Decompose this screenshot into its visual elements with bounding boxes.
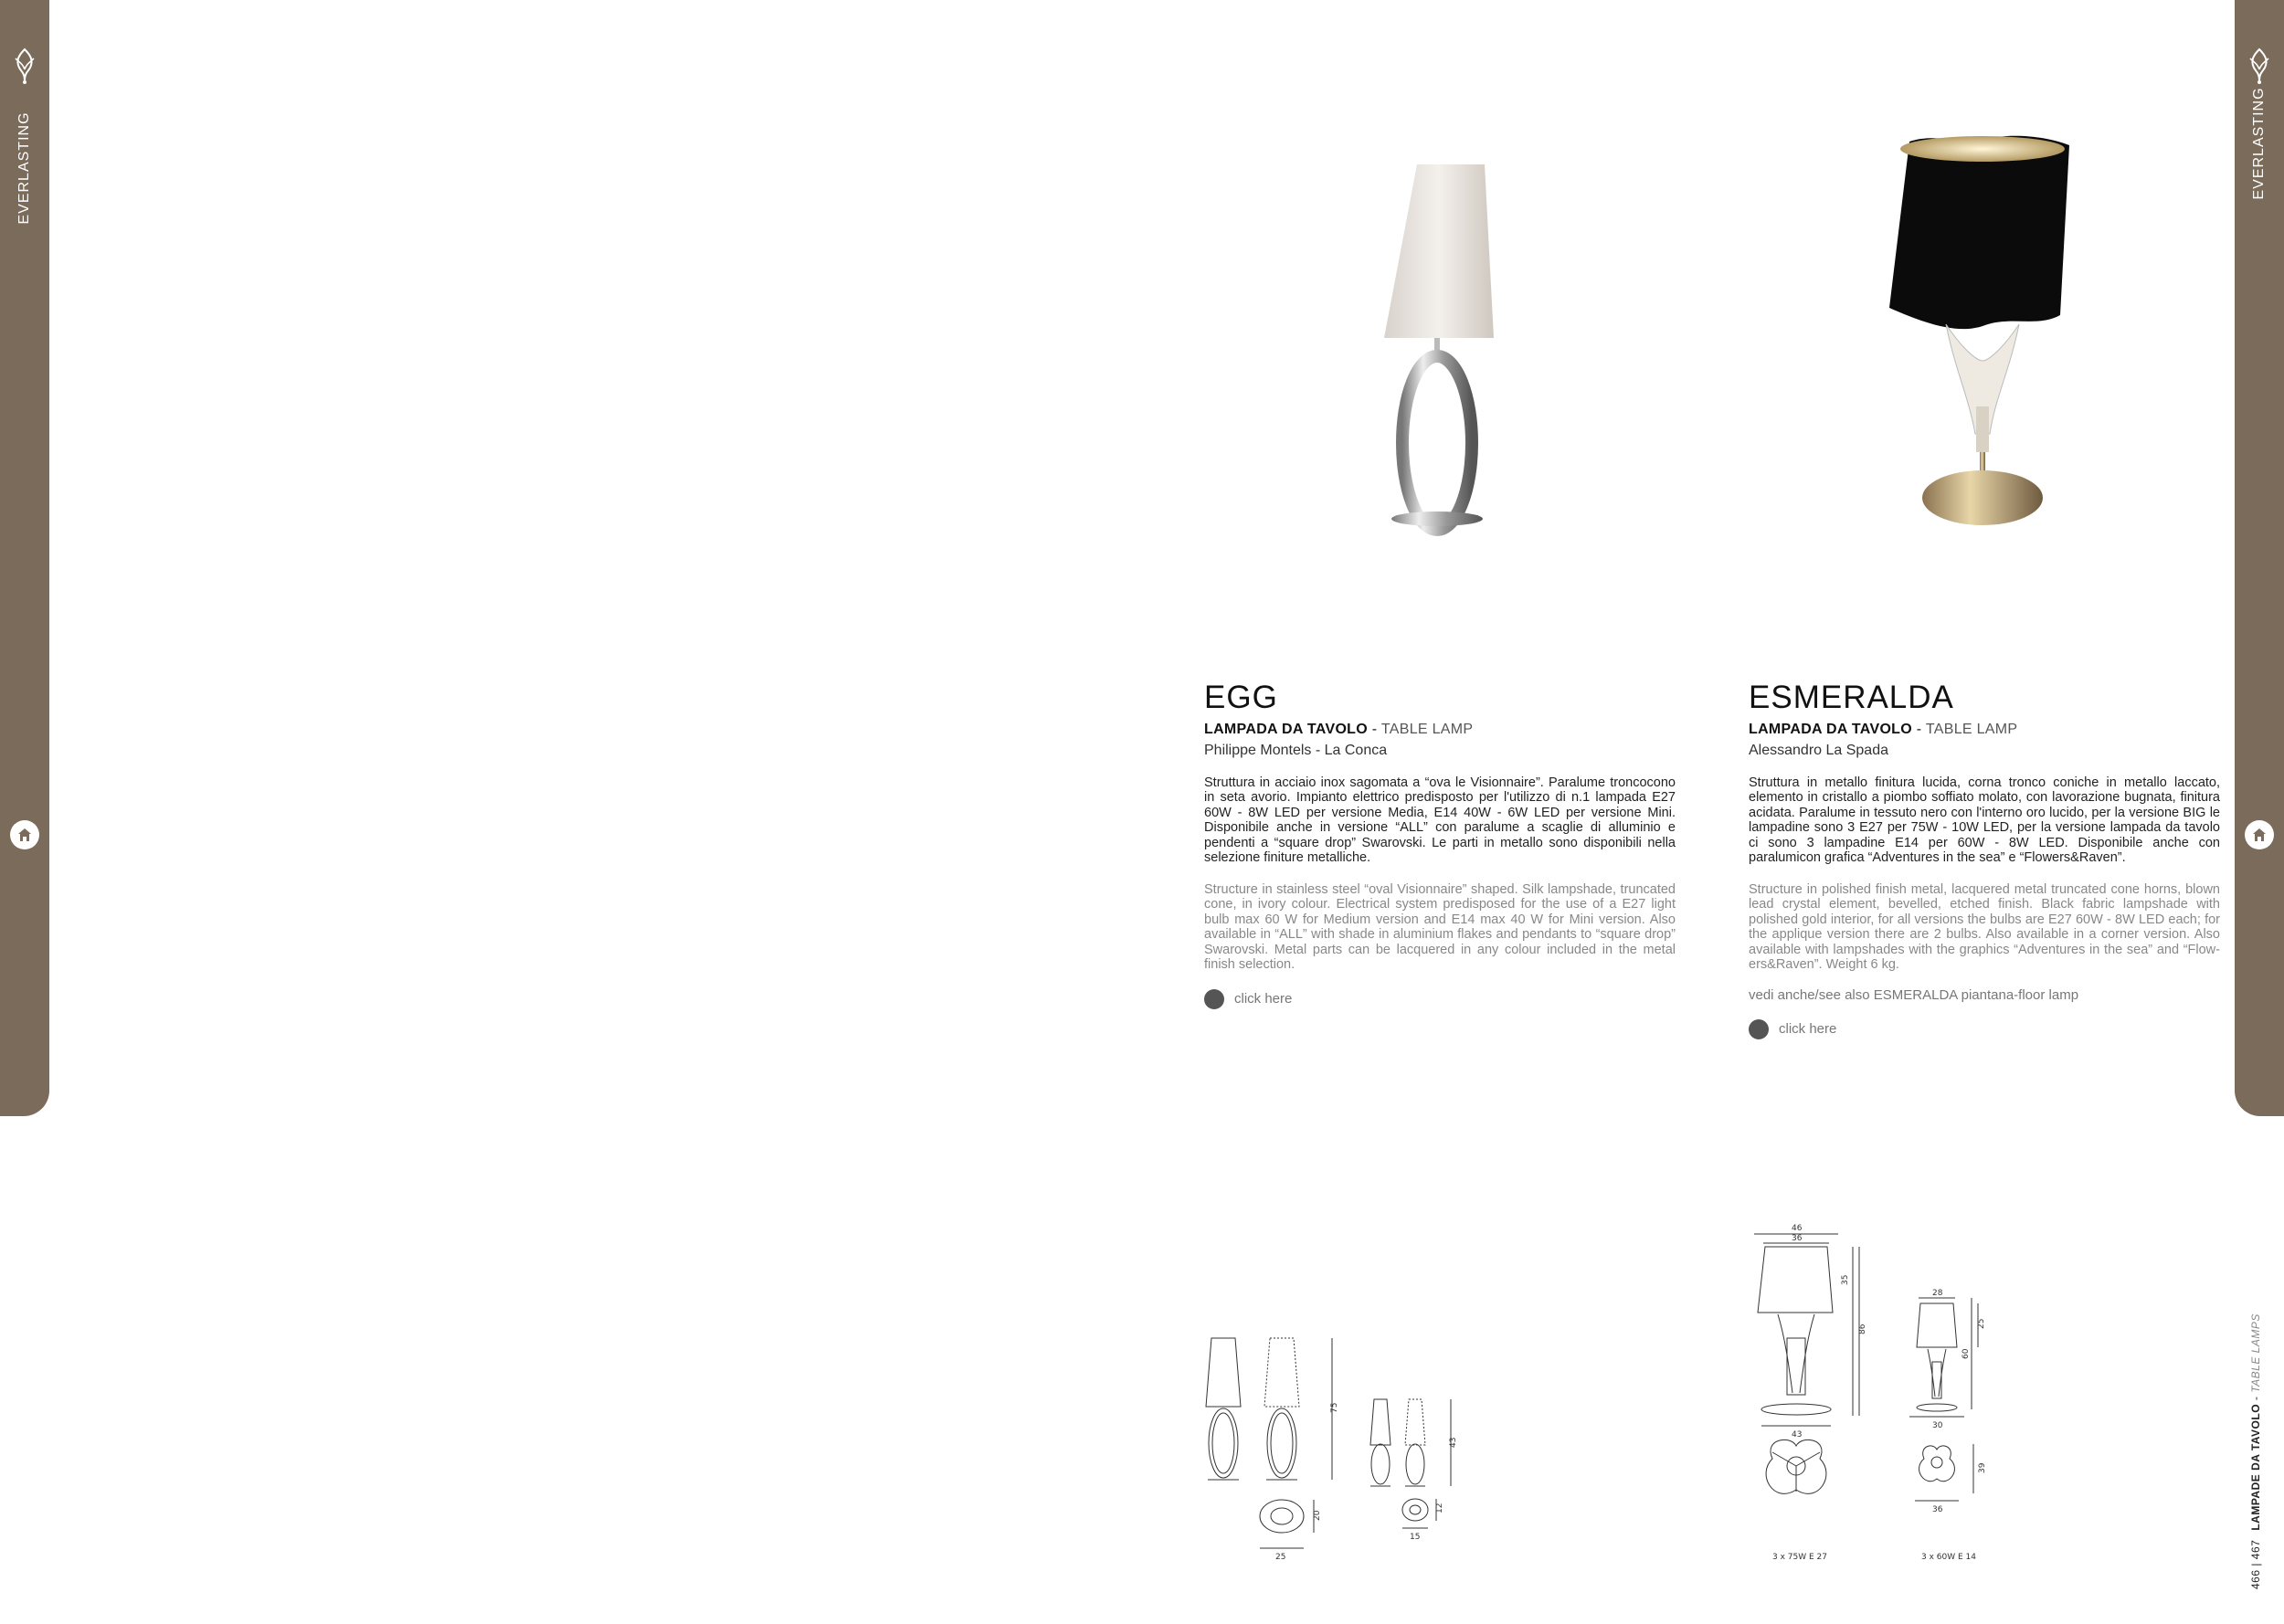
product-egg bbox=[1204, 680, 1676, 1009]
dim-label: 43 bbox=[1792, 1430, 1803, 1439]
click-here-link[interactable] bbox=[1749, 1019, 2220, 1039]
click-here-link[interactable] bbox=[1204, 989, 1676, 1009]
product-subtitle bbox=[1749, 722, 2220, 738]
dim-label: 46 bbox=[1792, 1224, 1803, 1233]
dim-label: 28 bbox=[1932, 1289, 1943, 1298]
dim-label: 25 bbox=[1977, 1318, 1986, 1329]
esmeralda-lamp-photo bbox=[1882, 132, 2083, 543]
dim-label: 12 bbox=[1435, 1503, 1444, 1513]
brand-crest-icon bbox=[2245, 46, 2274, 86]
see-also-link[interactable]: vedi anche/see also ESMERALDA piantana-floor lamp bbox=[1749, 986, 2079, 1003]
bullet-icon bbox=[1204, 989, 1224, 1009]
section-separator: - bbox=[2249, 1392, 2262, 1404]
subtitle-separator: - bbox=[1368, 721, 1381, 737]
home-icon bbox=[2251, 827, 2268, 843]
description-english: Structure in stainless steel “oval Visionnaire” shaped. Silk lampshade, truncated cone, in ivory colour. Electrical system predisposed for the use of a E27 light bulb max 60 W for Medium version and E14 max 40 W for Mini version. Also available in “ALL” with shade in aluminium flakes and pendants to “square drop” Swarovski. Metal parts can be lacquered in any colour included in the metal finish selection. bbox=[1204, 881, 1676, 972]
subtitle-en: TABLE LAMP bbox=[1925, 721, 2018, 737]
collection-label: EVERLASTING bbox=[16, 111, 32, 225]
right-side-tab bbox=[2235, 0, 2284, 1116]
dim-label: 20 bbox=[1313, 1510, 1322, 1521]
esmeralda-technical-drawings bbox=[1745, 1219, 2010, 1566]
dim-label: 15 bbox=[1410, 1533, 1421, 1542]
dim-label: 36 bbox=[1932, 1505, 1943, 1514]
dim-label: 30 bbox=[1932, 1421, 1943, 1430]
dim-label: 86 bbox=[1858, 1323, 1867, 1334]
brand-crest-icon bbox=[10, 46, 39, 86]
click-here-label: click here bbox=[1234, 991, 1293, 1007]
bulb-spec-label: 3 x 75W E 27 bbox=[1772, 1553, 1827, 1562]
product-name: ESMERALDA bbox=[1749, 680, 1954, 715]
home-button[interactable] bbox=[10, 820, 39, 849]
description-italian: Struttura in metallo finitura lucida, corna tronco coniche in metallo laccato, elemento in cristallo a piombo soffiato molato, con lavorazione bugnata, finitura acidata. Paralume in tessuto nero con l'interno oro lucido, per la versione BIG le lampadine sono 3 E27 per 75W - 10W LED, per la versione lampada da tavolo ci sono 3 lampadine E14 per 60W - 8W LED. Disponibile anche con paralumicon grafica “Adventures in the sea” e “Flowers&Raven”. bbox=[1749, 775, 2220, 865]
subtitle-separator: - bbox=[1912, 721, 1926, 737]
egg-lamp-photo bbox=[1370, 155, 1507, 539]
subtitle-en: TABLE LAMP bbox=[1380, 721, 1474, 737]
dim-label: 35 bbox=[1841, 1274, 1850, 1285]
dim-label: 39 bbox=[1978, 1462, 1987, 1473]
description-italian: Struttura in acciaio inox sagomata a “ova le Visionnaire”. Paralume troncocono in seta avorio. Impianto elettrico predisposto per l'utilizzo di n.1 lampada E27 60W - 8W LED per versione Media, E14 40W - 6W LED per versione Mini. Disponibile anche in versione “ALL” con paralume a scaglie di alluminio e pendenti a “square drop” Swarovski. Le parti in metallo sono disponibili nella selezione finiture metalliche. bbox=[1204, 775, 1676, 865]
dim-label: 60 bbox=[1961, 1348, 1971, 1359]
subtitle-it: LAMPADA DA TAVOLO bbox=[1204, 721, 1369, 737]
home-icon bbox=[16, 827, 33, 843]
product-esmeralda bbox=[1749, 680, 2220, 1039]
dim-label: 43 bbox=[1449, 1437, 1458, 1448]
page-footer bbox=[2249, 1313, 2262, 1589]
subtitle-it: LAMPADA DA TAVOLO bbox=[1749, 721, 1913, 737]
product-subtitle bbox=[1204, 722, 1676, 738]
dim-label: 25 bbox=[1275, 1553, 1286, 1562]
section-title-it: LAMPADE DA TAVOLO bbox=[2249, 1403, 2262, 1531]
bulb-spec-label: 3 x 60W E 14 bbox=[1921, 1553, 1976, 1562]
page-numbers: 466 | 467 bbox=[2249, 1539, 2262, 1589]
bullet-icon bbox=[1749, 1019, 1769, 1039]
description-english: Structure in polished finish metal, lacquered metal truncated cone horns, blown lead crystal element, bevelled, etched finish. Black fabric lampshade with polished gold interior, for all versions the bulbs are E27 60W - 8W LED each; for the applique version there are 2 bulbs. Also available in a corner version. Also available with lampshades with the graphics “Adventures in the sea” and “Flowers&Raven”. Weight 6 kg. bbox=[1749, 881, 2220, 972]
home-button[interactable] bbox=[2245, 820, 2274, 849]
dim-label: 75 bbox=[1330, 1402, 1339, 1413]
left-side-tab bbox=[0, 0, 49, 1116]
click-here-label: click here bbox=[1779, 1021, 1837, 1037]
collection-label: EVERLASTING bbox=[2251, 87, 2267, 200]
dim-label: 36 bbox=[1792, 1234, 1803, 1243]
section-title-en: TABLE LAMPS bbox=[2249, 1313, 2262, 1393]
product-name: EGG bbox=[1204, 680, 1278, 715]
product-designer: Philippe Montels - La Conca bbox=[1204, 742, 1388, 758]
product-designer: Alessandro La Spada bbox=[1749, 742, 1888, 758]
egg-technical-drawings bbox=[1204, 1329, 1478, 1562]
